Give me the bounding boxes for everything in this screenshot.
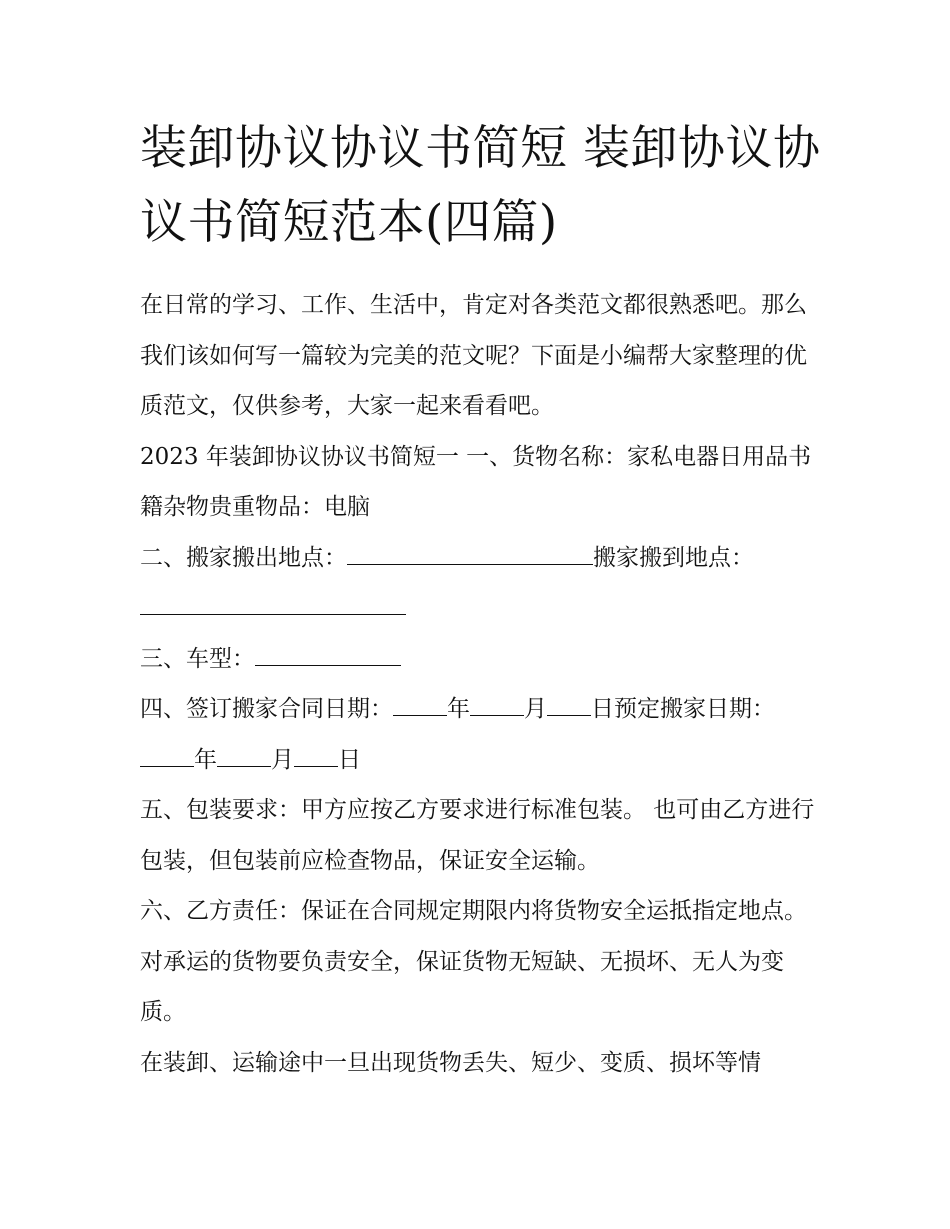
sign-day-unit: 日预定搬家日期： bbox=[591, 696, 775, 722]
item-3-label: 三、车型： bbox=[140, 645, 255, 672]
move-to-blank bbox=[140, 596, 406, 615]
move-year-blank bbox=[140, 748, 194, 767]
item-1-paragraph: 2023 年装卸协议协议书简短一 一、货物名称：家私电器日用品书籍杂物贵重物品：电脑 bbox=[140, 443, 812, 520]
item-6-paragraph: 六、乙方责任：保证在合同规定期限内将货物安全运抵指定地点。 对承运的货物要负责安全，保证货物无短缺、无损坏、无人为变质。 bbox=[140, 898, 807, 1025]
move-year-unit: 年 bbox=[194, 746, 217, 773]
item-2-from-label: 二、搬家搬出地点： bbox=[140, 544, 347, 571]
sign-month-unit: 月 bbox=[524, 696, 547, 722]
document-title: 装卸协议协议书简短 装卸协议协议书简短范本(四篇) bbox=[140, 121, 821, 250]
move-day-blank bbox=[294, 748, 338, 767]
intro-paragraph: 在日常的学习、工作、生活中，肯定对各类范文都很熟悉吧。那么我们该如何写一篇较为完美的范文呢？下面是小编帮大家整理的优质范文，仅供参考，大家一起来看看吧。 bbox=[140, 292, 807, 419]
sign-year-unit: 年 bbox=[447, 696, 470, 722]
item-2-to-label: 搬家搬到地点： bbox=[593, 544, 754, 571]
item-3-paragraph bbox=[140, 634, 820, 685]
item-2-paragraph bbox=[140, 533, 820, 584]
item-7-paragraph: 在装卸、运输途中一旦出现货物丢失、短少、变质、损坏等情 bbox=[140, 1049, 761, 1076]
vehicle-type-blank bbox=[255, 647, 401, 666]
move-from-blank bbox=[347, 546, 593, 565]
item-5-paragraph: 五、包装要求：甲方应按乙方要求进行标准包装。 也可由乙方进行包装，但包装前应检查物品，保证安全运输。 bbox=[140, 797, 815, 874]
move-month-unit: 月 bbox=[271, 746, 294, 773]
sign-day-blank bbox=[547, 697, 591, 716]
item-4-paragraph bbox=[140, 684, 820, 785]
move-month-blank bbox=[217, 748, 271, 767]
move-to-blank-line bbox=[140, 583, 820, 634]
item-4-label: 四、签订搬家合同日期： bbox=[140, 696, 393, 722]
sign-year-blank bbox=[393, 697, 447, 716]
sign-month-blank bbox=[470, 697, 524, 716]
document-body bbox=[140, 280, 820, 1088]
move-day-unit: 日 bbox=[338, 746, 361, 773]
